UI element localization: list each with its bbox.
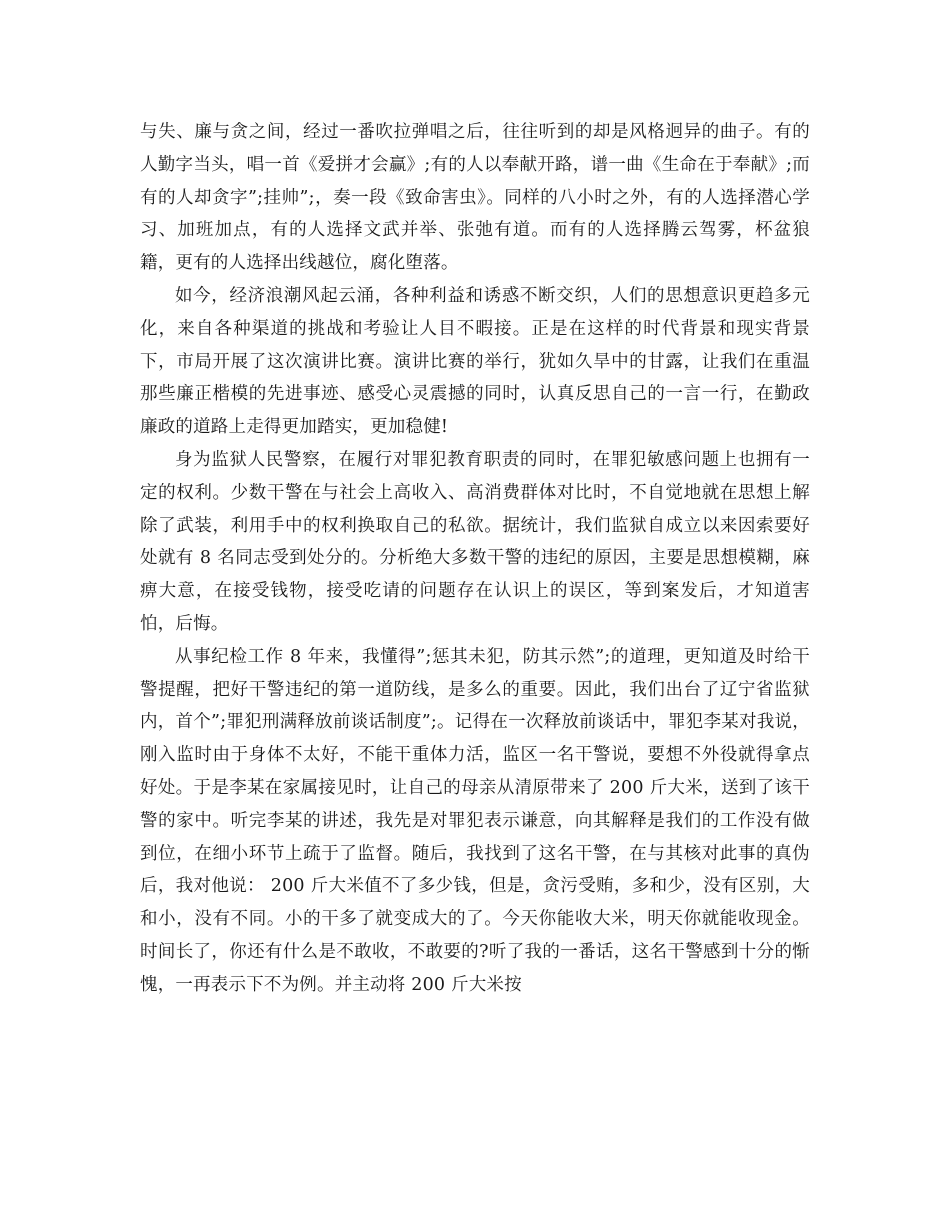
paragraph-1: 与失、廉与贪之间，经过一番吹拉弹唱之后，往往听到的却是风格迥异的曲子。有的人勤字当头，唱一首《爱拼才会赢》;有的人以奉献开路，谱一曲《生命在于奉献》;而有的人却贪字”;挂帅”;，奏一段《致命害虫》。同样的八小时之外，有的人选择潜心学习、加班加点，有的人选择文武并举、张弛有道。而有的人选择腾云驾雾，杯盆狼籍，更有的人选择出线越位，腐化堕落。 xyxy=(140,122,810,274)
paragraph-2: 如今，经济浪潮风起云涌，各种利益和诱惑不断交织，人们的思想意识更趋多元化，来自各种渠道的挑战和考验让人目不暇接。正是在这样的时代背景和现实背景下，市局开展了这次演讲比赛。演讲比赛的举行，犹如久旱中的甘露，让我们在重温那些廉正楷模的先进事迹、感受心灵震撼的同时，认真反思自己的一言一行，在勤政廉政的道路上走得更加踏实，更加稳健! xyxy=(140,285,810,438)
paragraph-3: 身为监狱人民警察，在履行对罪犯教育职责的同时，在罪犯敏感问题上也拥有一定的权利。少数干警在与社会上高收入、高消费群体对比时，不自觉地就在思想上解除了武装，利用手中的权利换取自己的私欲。据统计，我们监狱自成立以来因索要好处就有 8 名同志受到处分的。分析绝大多数干警的违纪的原因，主要是思想模糊，麻痹大意，在接受钱物，接受吃请的问题存在认识上的误区，等到案发后，才知道害怕，后悔。 xyxy=(140,449,810,634)
paragraph-4: 从事纪检工作 8 年来，我懂得”;惩其未犯，防其示然”;的道理，更知道及时给干警提醒，把好干警违纪的第一道防线，是多么的重要。因此，我们出台了辽宁省监狱内，首个”;罪犯刑满释放前谈话制度”;。记得在一次释放前谈话中，罪犯李某对我说，刚入监时由于身体不太好，不能干重体力活，监区一名干警说，要想不外役就得拿点好处。于是李某在家属接见时，让自己的母亲从清原带来了 200 斤大米，送到了该干警的家中。听完李某的讲述，我先是对罪犯表示谦意，向其解释是我们的工作没有做到位，在细小环节上疏于了监督。随后，我找到了这名干警，在与其核对此事的真伪后，我对他说： 200 斤大米值不了多少钱，但是，贪污受贿，多和少，没有区别，大和小，没有不同。小的干多了就变成大的了。今天你能收大米，明天你就能收现金。时间长了，你还有什么是不敢收，不敢要的?听了我的一番话，这名干警感到十分的惭愧，一再表示下不为例。并主动将 200 斤大米按 xyxy=(140,646,810,995)
body-text xyxy=(140,116,810,1002)
